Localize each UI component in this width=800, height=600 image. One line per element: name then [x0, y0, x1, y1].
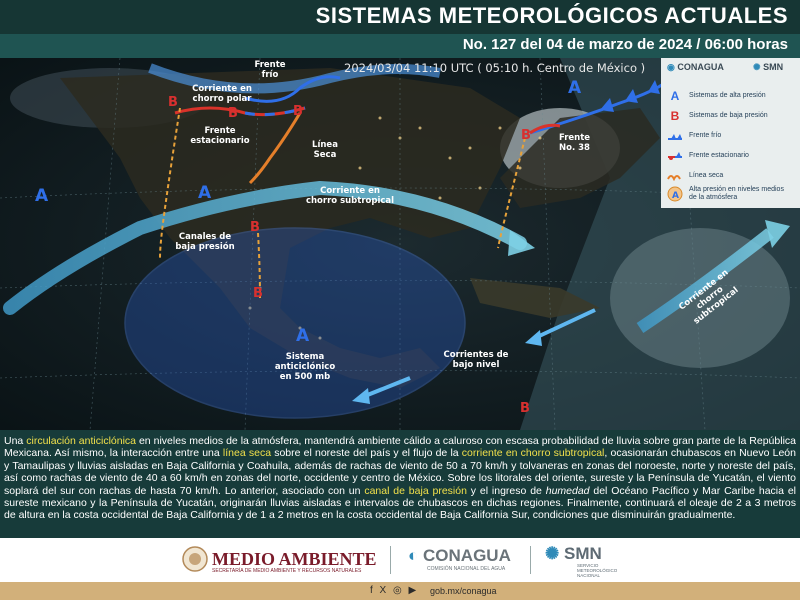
label-corriente-subtropical-2: Corriente en chorro subtropical	[677, 267, 741, 327]
legend-item-low-pressure: B Sistemas de baja presión	[667, 106, 789, 126]
stationary-front-icon	[667, 148, 683, 164]
label-frente-estacionario: Frente estacionario	[190, 126, 250, 146]
high-pressure-icon: A	[670, 89, 680, 103]
footer-divider	[390, 546, 391, 574]
legend-item-stationary-front: Frente estacionario	[667, 146, 789, 166]
low-pressure-symbol: B	[168, 95, 178, 110]
legend-item-dry-line: Línea seca	[667, 166, 789, 186]
legend-item-high-pressure: A Sistemas de alta presión	[667, 86, 789, 106]
low-pressure-symbol: B	[228, 106, 238, 121]
subtitle-bar	[0, 34, 800, 58]
page-title: SISTEMAS METEOROLÓGICOS ACTUALES	[315, 3, 788, 28]
low-pressure-symbol: B	[520, 401, 530, 416]
footer-divider	[530, 546, 531, 574]
medio-ambiente-logo: MEDIO AMBIENTE SECRETARÍA DE MEDIO AMBIENTE Y RECURSOS NATURALES	[182, 546, 377, 572]
forecast-description	[0, 430, 800, 538]
label-frente-38: Frente No. 38	[558, 133, 591, 153]
sun-icon: ✺	[753, 62, 761, 72]
highlight-canal-baja: canal de baja presión	[364, 484, 467, 497]
label-corrientes-bajo-nivel: Corrientes de bajo nivel	[443, 350, 509, 370]
svg-text:A: A	[672, 191, 679, 201]
drop-icon: ◉	[667, 62, 675, 72]
conagua-logo: ◐ CONAGUA	[408, 546, 511, 565]
anticyclone-icon	[667, 186, 683, 202]
bulletin-number-date: No. 127 del 04 de marzo de 2024 / 06:00 horas	[462, 36, 788, 53]
social-icons[interactable]: f X ◎ ▶	[370, 585, 419, 596]
drop-icon: ◐	[408, 546, 419, 565]
low-pressure-icon: B	[670, 109, 680, 123]
cold-front-icon	[667, 128, 683, 144]
low-pressure-symbol: B	[253, 286, 263, 301]
satellite-timestamp: 2024/03/04 11:10 UTC ( 05:10 h. Centro de México )	[344, 61, 646, 75]
sun-icon: ✺	[545, 544, 560, 563]
label-corriente-subtropical: Corriente en chorro subtropical	[305, 186, 395, 206]
high-pressure-symbol: A	[198, 183, 212, 203]
high-pressure-symbol: A	[568, 78, 582, 98]
low-pressure-symbol: B	[293, 104, 303, 119]
legend-smn-logo: ✺ SMN	[753, 62, 784, 72]
legend-conagua-logo: ◉ CONAGUA	[667, 62, 724, 72]
label-frente-frio: Frente frío	[254, 60, 286, 80]
seal-icon	[182, 546, 208, 572]
conagua-subtitle: COMISIÓN NACIONAL DEL AGUA	[427, 566, 506, 572]
map-legend	[661, 58, 800, 208]
low-pressure-symbol: B	[250, 220, 260, 235]
dry-line-icon	[667, 168, 683, 184]
label-corriente-polar: Corriente en chorro polar	[192, 84, 252, 104]
italic-humedad: humedad	[545, 484, 590, 497]
low-pressure-symbol: B	[521, 128, 531, 143]
label-linea-seca: Línea Seca	[312, 140, 338, 160]
highlight-linea-seca: línea seca	[222, 447, 272, 460]
social-bar	[0, 582, 800, 600]
forecast-paragraph: Una circulación anticiclónica en niveles medios de la atmósfera, mantendrá ambiente cálido a caluroso con escasa probabilidad de lluvia sobre gran parte de la República Mexicana. Así mismo, la interacción entre una línea seca sobre el noreste del país y el flujo de la corriente en chorro subtropical, ocasionarán chubascos en Nuevo León y Tamaulipas y lluvias aisladas en Baja California y Coahuila, además de rachas de viento de 50 a 70 km/h y tolvaneras en zonas del noroeste, norte y noreste del país, así como rachas de viento de 40 a 60 km/h en zonas del norte, occidente y centro de México. Sobre los litorales del oriente, sureste y la Península de Yucatán, el viento soplará del sur con rachas de hasta 70 km/h. Lo anterior, asociado con un canal de baja presión y el ingreso de humedad del Océano Pacífico y Mar Caribe hacia el sureste mexicano y la Península de Yucatán, originarán lluvias aisladas e intervalos de chubascos en dichas regiones. Finalmente, continuará el oleaje de 2 a 3 metros de altura en la costa occidental de Baja California y de 1 a 2 metros en la costa occidental de Baja California Sur, condiciones que disminuirán gradualmente.	[4, 435, 796, 522]
website-link[interactable]: gob.mx/conagua	[430, 586, 497, 596]
label-sistema-anticiclonico: Sistema anticiclónico en 500 mb	[274, 352, 336, 382]
label-canales-baja-presion: Canales de baja presión	[175, 232, 235, 252]
anticyclone-area	[125, 228, 465, 418]
high-pressure-symbol: A	[296, 326, 310, 346]
legend-item-cold-front: Frente frío	[667, 126, 789, 146]
highlight-corriente-subtropical: corriente en chorro subtropical	[461, 447, 605, 460]
smn-logo: ✺ SMN	[545, 544, 602, 563]
header-bar	[0, 0, 800, 34]
high-pressure-symbol: A	[35, 186, 49, 206]
footer-logos	[0, 538, 800, 582]
legend-item-anticyclone: A Alta presión en niveles medios de la atmósfera	[667, 184, 789, 204]
highlight-circulacion: circulación anticiclónica	[26, 435, 136, 447]
smn-subtitle: SERVICIO METEOROLÓGICO NACIONAL	[577, 563, 618, 578]
